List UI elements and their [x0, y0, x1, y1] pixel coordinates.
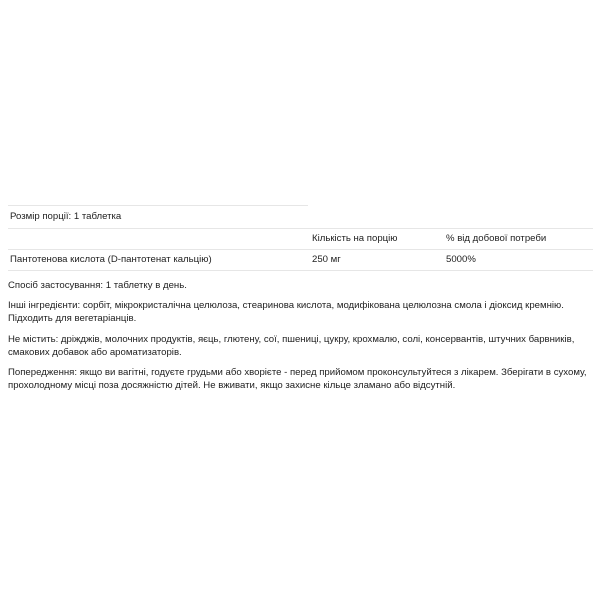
divider [8, 205, 308, 206]
divider [8, 228, 593, 229]
nutrient-daily-value: 5000% [446, 254, 476, 265]
usage-text: Спосіб застосування: 1 таблетку в день. [8, 280, 187, 291]
header-daily-value: % від добової потреби [446, 233, 547, 244]
divider [8, 249, 593, 250]
divider [8, 270, 593, 271]
other-ingredients-text: Інші інгредієнти: сорбіт, мікрокристалічна целюлоза, стеаринова кислота, модифікована целюлозна смола і діоксид кремнію. Підходить для вегетаріанців. [8, 300, 564, 324]
warning-text: Попередження: якщо ви вагітні, годуєте грудьми або хворієте - перед прийомом проконсультуйтеся з лікарем. Зберігати в сухому, прохолодному місці поза досяжністю дітей. Не вживати, якщо захисне кільце зламано або відсутній. [8, 367, 587, 391]
nutrient-amount: 250 мг [312, 254, 341, 265]
header-amount: Кількість на порцію [312, 233, 398, 244]
serving-size: Розмір порції: 1 таблетка [10, 211, 122, 222]
free-from-text: Не містить: дріжджів, молочних продуктів, яєць, глютену, сої, пшениці, цукру, крохмалю, солі, консервантів, штучних барвників, смакових добавок або ароматизаторів. [8, 334, 575, 358]
nutrient-name: Пантотенова кислота (D-пантотенат кальцію) [10, 254, 212, 265]
